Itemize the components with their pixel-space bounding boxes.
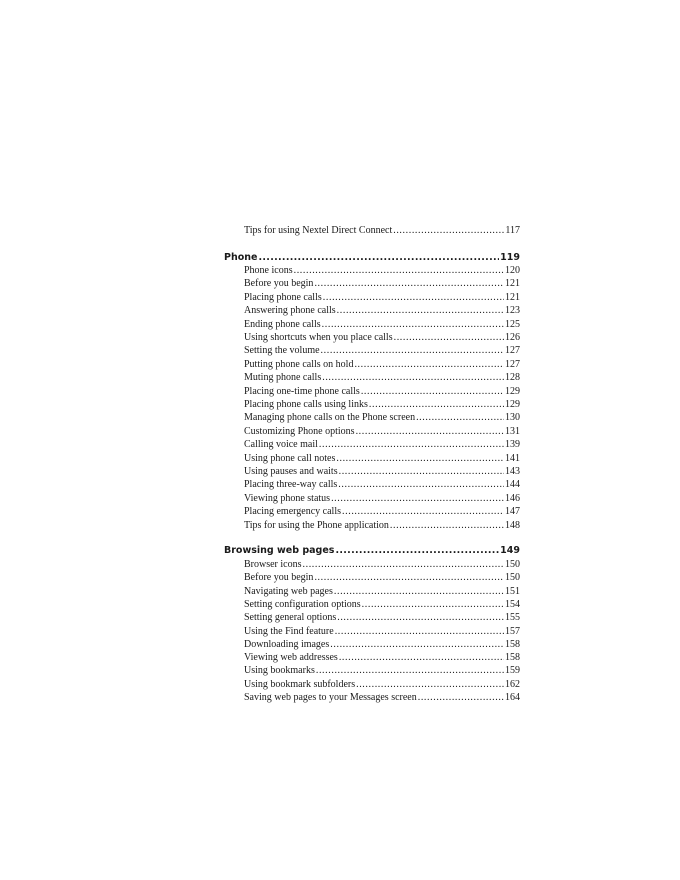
dot-leader bbox=[342, 506, 504, 518]
toc-entry-page: 151 bbox=[505, 585, 520, 597]
toc-entry-title: Tips for using the Phone application bbox=[244, 519, 389, 531]
toc-entry-title: Setting general options bbox=[244, 612, 337, 624]
toc-entry-page: 117 bbox=[505, 225, 520, 236]
toc-entry-page: 128 bbox=[505, 372, 520, 384]
toc-entry-title: Using pauses and waits bbox=[244, 466, 338, 477]
dot-leader bbox=[394, 332, 504, 344]
toc-entry-title: Placing emergency calls bbox=[244, 506, 342, 518]
toc-entry bbox=[244, 345, 520, 358]
dot-leader bbox=[418, 692, 504, 704]
toc-entry bbox=[244, 665, 520, 678]
dot-leader bbox=[339, 466, 504, 478]
toc-entry-page: 158 bbox=[505, 652, 520, 664]
toc-entry-title: Viewing phone status bbox=[244, 492, 331, 504]
toc-entry-title: Putting phone calls on hold bbox=[244, 358, 354, 370]
toc-entry-page: 143 bbox=[505, 466, 520, 477]
toc-entry-title: Customizing Phone options bbox=[244, 425, 355, 437]
toc-entry-title: Browser icons bbox=[244, 559, 302, 570]
toc-entry bbox=[244, 426, 520, 439]
toc-entry-page: 146 bbox=[505, 492, 520, 504]
toc-entry bbox=[244, 506, 520, 519]
dot-leader bbox=[322, 372, 504, 384]
dot-leader bbox=[335, 545, 499, 557]
toc-entry-title: Using bookmarks bbox=[244, 665, 315, 677]
toc-entry-title: Muting phone calls bbox=[244, 372, 322, 384]
toc-entry-title: Downloading images bbox=[244, 638, 330, 650]
toc-entry-page: 147 bbox=[505, 506, 520, 518]
dot-leader bbox=[337, 612, 504, 624]
toc-entry-title: Saving web pages to your Messages screen bbox=[244, 692, 417, 703]
toc-entry-page: 141 bbox=[505, 452, 520, 464]
dot-leader bbox=[323, 292, 504, 304]
toc-entry-page: 121 bbox=[505, 278, 520, 290]
toc-entry-page: 155 bbox=[505, 612, 520, 624]
toc-section-page: 149 bbox=[500, 545, 520, 556]
toc-entry-page: 162 bbox=[505, 678, 520, 690]
toc-entry-page: 158 bbox=[505, 638, 520, 650]
toc-entry-title: Calling voice mail bbox=[244, 439, 318, 451]
dot-leader bbox=[369, 399, 504, 411]
toc-entry-title: Setting configuration options bbox=[244, 598, 361, 610]
toc-entry-tips-direct-connect bbox=[244, 225, 520, 238]
toc-entry-page: 127 bbox=[505, 358, 520, 370]
toc-entry-title: Before you begin bbox=[244, 278, 314, 290]
toc-entry-page: 144 bbox=[505, 479, 520, 491]
toc-entry bbox=[244, 359, 520, 372]
toc-entry-page: 120 bbox=[505, 265, 520, 276]
toc-entry bbox=[244, 520, 520, 533]
toc-entry-page: 125 bbox=[505, 318, 520, 330]
toc-entry bbox=[244, 386, 520, 399]
toc-entry bbox=[244, 626, 520, 639]
dot-leader bbox=[319, 439, 504, 451]
toc-entry-title: Placing one-time phone calls bbox=[244, 385, 360, 397]
toc-entry-title: Navigating web pages bbox=[244, 585, 333, 597]
dot-leader bbox=[336, 453, 504, 465]
toc-entry bbox=[244, 652, 520, 665]
toc-entry-title: Using shortcuts when you place calls bbox=[244, 332, 393, 343]
dot-leader bbox=[390, 520, 504, 532]
dot-leader bbox=[356, 426, 504, 438]
toc-section-title: Phone bbox=[224, 252, 258, 263]
toc-entry-title: Using the Find feature bbox=[244, 625, 334, 637]
dot-leader bbox=[314, 572, 504, 584]
toc-entry-page: 123 bbox=[505, 305, 520, 317]
dot-leader bbox=[339, 652, 504, 664]
dot-leader bbox=[321, 345, 504, 357]
toc-entry-page: 148 bbox=[505, 519, 520, 531]
toc-entry bbox=[244, 265, 520, 278]
toc-entry bbox=[244, 586, 520, 599]
toc-entry bbox=[244, 639, 520, 652]
toc-entry bbox=[244, 278, 520, 291]
toc-entry bbox=[244, 599, 520, 612]
toc-entry-title: Placing three-way calls bbox=[244, 479, 338, 491]
dot-leader bbox=[335, 626, 504, 638]
dot-leader bbox=[322, 319, 504, 331]
toc-entry-page: 157 bbox=[505, 625, 520, 637]
dot-leader bbox=[294, 265, 504, 277]
toc-entry-title: Managing phone calls on the Phone screen bbox=[244, 412, 416, 424]
toc-entry bbox=[244, 399, 520, 412]
toc-entry bbox=[244, 439, 520, 452]
toc-entry bbox=[244, 479, 520, 492]
dot-leader bbox=[356, 679, 504, 691]
toc-entry-title: Phone icons bbox=[244, 265, 293, 276]
dot-leader bbox=[393, 225, 504, 237]
toc-entry-page: 131 bbox=[505, 425, 520, 437]
toc-entry bbox=[244, 292, 520, 305]
toc-entry bbox=[244, 305, 520, 318]
toc-entry-title: Placing phone calls using links bbox=[244, 399, 368, 410]
dot-leader bbox=[258, 252, 499, 264]
dot-leader bbox=[362, 599, 504, 611]
toc-entry-page: 127 bbox=[505, 345, 520, 357]
toc-entry-title: Viewing web addresses bbox=[244, 652, 338, 664]
toc-entry bbox=[244, 493, 520, 506]
toc-entry-page: 129 bbox=[505, 399, 520, 410]
toc-entry-page: 150 bbox=[505, 572, 520, 584]
toc-entry-page: 159 bbox=[505, 665, 520, 677]
dot-leader bbox=[354, 359, 504, 371]
toc-entry-page: 154 bbox=[505, 598, 520, 610]
dot-leader bbox=[314, 278, 504, 290]
dot-leader bbox=[330, 639, 504, 651]
dot-leader bbox=[303, 559, 505, 571]
toc-section-browsing-web-pages bbox=[224, 545, 520, 558]
dot-leader bbox=[416, 412, 504, 424]
dot-leader bbox=[361, 386, 504, 398]
toc-entry-page: 164 bbox=[505, 692, 520, 703]
toc-entry bbox=[244, 332, 520, 345]
toc-entry-title: Before you begin bbox=[244, 572, 314, 584]
toc-entry-title: Using phone call notes bbox=[244, 452, 336, 464]
toc-entry bbox=[244, 319, 520, 332]
toc-section-title: Browsing web pages bbox=[224, 545, 335, 556]
toc-entry bbox=[244, 679, 520, 692]
toc-entry-title: Placing phone calls bbox=[244, 291, 322, 303]
toc-entry-title: Ending phone calls bbox=[244, 318, 321, 330]
toc-entry bbox=[244, 453, 520, 466]
toc-entry-title: Using bookmark subfolders bbox=[244, 678, 356, 690]
dot-leader bbox=[338, 479, 504, 491]
toc-section-phone bbox=[224, 252, 520, 265]
toc-entry-page: 130 bbox=[505, 412, 520, 424]
toc-entry-title: Tips for using Nextel Direct Connect bbox=[244, 225, 393, 236]
dot-leader bbox=[331, 493, 504, 505]
toc-entry bbox=[244, 612, 520, 625]
toc-entry bbox=[244, 412, 520, 425]
toc-entry-title: Setting the volume bbox=[244, 345, 320, 357]
toc-entry-page: 129 bbox=[505, 385, 520, 397]
toc-entry bbox=[244, 559, 520, 572]
toc-entry-page: 126 bbox=[505, 332, 520, 343]
toc-entry bbox=[244, 692, 520, 705]
dot-leader bbox=[337, 305, 504, 317]
toc-entry bbox=[244, 372, 520, 385]
toc-section-page: 119 bbox=[500, 252, 520, 263]
dot-leader bbox=[334, 586, 504, 598]
toc-entry-page: 121 bbox=[505, 291, 520, 303]
toc-entry bbox=[244, 572, 520, 585]
dot-leader bbox=[316, 665, 504, 677]
toc-entry-page: 139 bbox=[505, 439, 520, 451]
toc-entry-page: 150 bbox=[505, 559, 520, 570]
toc-entry bbox=[244, 466, 520, 479]
toc-entry-title: Answering phone calls bbox=[244, 305, 336, 317]
